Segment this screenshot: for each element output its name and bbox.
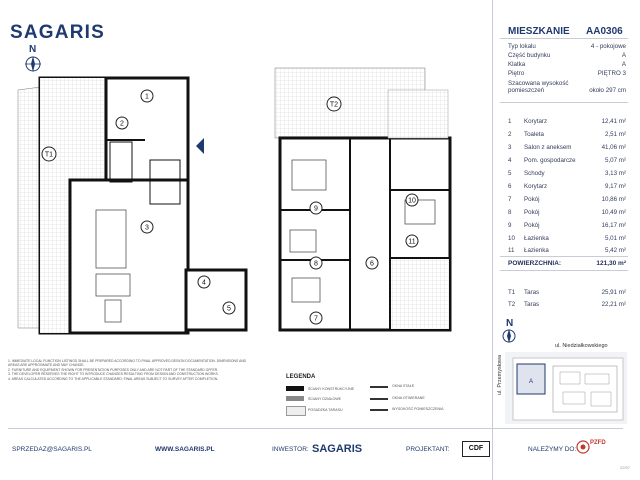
- note: 2. FURNITURE AND EQUIPMENT SHOWN FOR PRESENTATION PURPOSES ONLY AND ARE NOT PART OF THE STANDARD OFFER.: [8, 367, 219, 372]
- note: 3. THE DEVELOPER RESERVES THE RIGHT TO INTRODUCE CHANGES RESULTING FROM DESIGN AND CONSTRUCTION WORKS.: [8, 372, 219, 377]
- floor-plan: [0, 60, 490, 350]
- panel-divider: [492, 0, 493, 480]
- room-row: 6 Korytarz 9,17 m²: [508, 183, 626, 190]
- apartment-code: AA0306: [586, 26, 623, 37]
- room-row: 7 Pokój 10,86 m²: [508, 196, 626, 203]
- apartment-title: MIESZKANIE: [508, 26, 570, 37]
- room-row: 1 Korytarz 12,41 m²: [508, 118, 626, 125]
- pzfd-emblem-icon: [576, 440, 590, 456]
- room-label-8: 8: [314, 260, 318, 268]
- room-row: 8 Pokój 10,49 m²: [508, 209, 626, 216]
- legend-swatch-window-open: [370, 398, 388, 400]
- legend-swatch-terrace: [286, 406, 306, 416]
- designer-logo: CDF: [462, 441, 490, 457]
- room-row: 4 Pom. gospodarcze 5,07 m²: [508, 157, 626, 164]
- room-row: 5 Schody 3,13 m²: [508, 170, 626, 177]
- room-label-11: 11: [408, 238, 416, 246]
- street-label-top: ul. Niedziałkowskiego: [555, 343, 608, 349]
- location-map: [505, 352, 627, 424]
- room-row: 9 Pokój 16,17 m²: [508, 222, 626, 229]
- divider: [500, 102, 628, 103]
- footer-email-link[interactable]: SPRZEDAZ@SAGARIS.PL: [12, 446, 92, 453]
- detail-row: Klatka A: [508, 61, 626, 68]
- room-label-7: 7: [314, 315, 318, 323]
- north-label: N: [29, 44, 37, 55]
- detail-row: Typ lokalu 4 - pokojowe: [508, 43, 626, 50]
- legend-item: ŚCIANY DZIAŁOWE: [308, 397, 342, 401]
- legend-swatch-height: [370, 409, 388, 411]
- brand-logo: SAGARIS: [10, 22, 105, 43]
- room-label-1: 1: [145, 93, 149, 101]
- building-label: A: [528, 379, 534, 385]
- room-row: 10 Łazienka 5,01 m²: [508, 235, 626, 242]
- designer-label: PROJEKTANT:: [406, 446, 450, 453]
- divider: [500, 38, 628, 39]
- divider: [500, 256, 628, 257]
- room-label-4: 4: [202, 279, 206, 287]
- notes-block: [8, 359, 256, 381]
- note: 1. IMMEDIATE LOCAL FUNCTION LISTINGS SHALL BE PREPARED ACCORDING TO FINAL APPROVED DESIGN DOCUMENTATION. DIMENSIONS AND AREAS ARE APPROXIMATE AND MAY CHANGE.: [8, 359, 247, 368]
- total-area: POWIERZCHNIA: 121,30 m²: [508, 260, 626, 267]
- page-number: 22/97: [620, 465, 631, 470]
- footer-divider: [8, 428, 623, 429]
- terrace-label-t2: T2: [329, 101, 339, 109]
- legend-item: OKNA OTWIERANE: [392, 396, 425, 400]
- room-label-6: 6: [370, 260, 374, 268]
- room-label-5: 5: [227, 305, 231, 313]
- detail-row: Część budynku A: [508, 52, 626, 59]
- room-row: 11 Łazienka 5,42 m²: [508, 247, 626, 254]
- terrace-row: T2 Taras 22,21 m²: [508, 301, 626, 308]
- legend-swatch-window: [370, 386, 388, 388]
- legend-item: POSADZKA TARASU: [308, 408, 343, 412]
- street-label-left: ul. Przemysłowa: [497, 354, 503, 395]
- footer-website-link[interactable]: WWW.SAGARIS.PL: [155, 446, 215, 453]
- legend-item: ŚCIANY KONSTRUKCYJNE: [308, 387, 355, 391]
- room-label-10: 10: [408, 197, 416, 205]
- terrace-label-t1: T1: [44, 151, 54, 159]
- detail-row: Szacowana wysokość pomieszczeń około 297 cm: [508, 80, 626, 94]
- divider: [500, 270, 628, 271]
- member-label: NALEŻYMY DO:: [528, 446, 577, 453]
- room-row: 2 Toaleta 2,51 m²: [508, 131, 626, 138]
- legend-item: OKNA STAŁE: [392, 384, 415, 388]
- room-label-9: 9: [314, 205, 318, 213]
- investor-logo: SAGARIS: [312, 443, 363, 455]
- room-row: 3 Salon z aneksem 41,06 m²: [508, 144, 626, 151]
- legend-item: WYSOKOŚĆ POMIESZCZENIA: [392, 407, 444, 411]
- legend-swatch-partition: [286, 396, 304, 401]
- terrace-row: T1 Taras 25,91 m²: [508, 289, 626, 296]
- member-logo: PZFD: [590, 440, 606, 446]
- compass-icon: [501, 328, 517, 344]
- room-label-2: 2: [120, 120, 124, 128]
- legend-swatch-wall: [286, 386, 304, 391]
- detail-row: Piętro PIĘTRO 3: [508, 70, 626, 77]
- investor-label: INWESTOR:: [272, 446, 309, 453]
- room-label-3: 3: [145, 224, 149, 232]
- north-label-map: N: [506, 318, 514, 329]
- legend-title: LEGENDA: [286, 374, 316, 380]
- note: 4. AREAS CALCULATED ACCORDING TO THE APPLICABLE STANDARD; FINAL AREAS SUBJECT TO SURVEY AFTER COMPLETION.: [8, 376, 219, 381]
